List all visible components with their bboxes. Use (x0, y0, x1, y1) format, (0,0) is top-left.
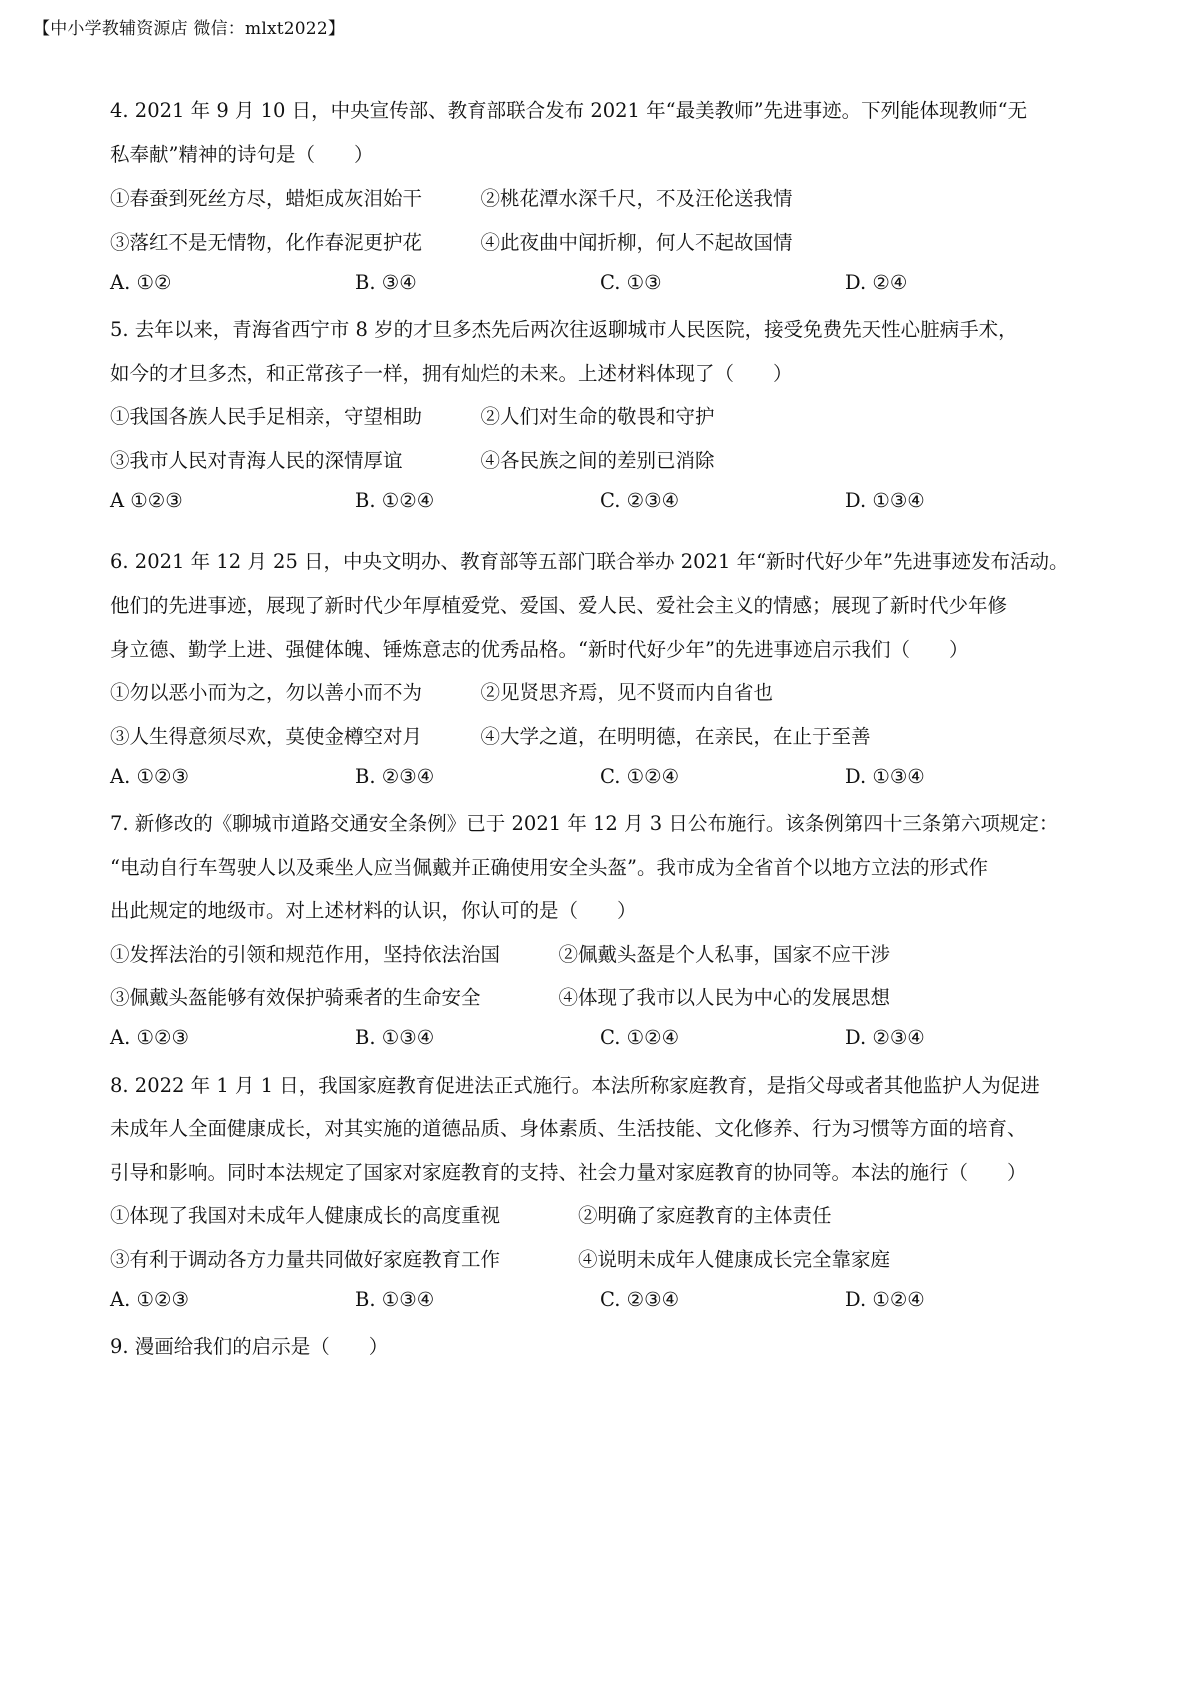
q8-option-a: A. ①②③ (110, 1288, 189, 1311)
q8-statements-line-1: ①体现了我国对未成年人健康成长的高度重视 ②明确了家庭教育的主体责任 (110, 1204, 832, 1227)
q6-statements-line-2: ③人生得意须尽欢，莫使金樽空对月 ④大学之道，在明明德，在亲民，在止于至善 (110, 725, 871, 748)
q6-stem-line-1: 6. 2021 年 12 月 25 日，中央文明办、教育部等五部门联合举办 2021 年“新时代好少年”先进事迹发布活动。 (110, 550, 1069, 573)
q7-stem-line-2: “电动自行车驾驶人以及乘坐人应当佩戴并正确使用安全头盔”。我市成为全省首个以地方立法的形式作 (110, 856, 988, 879)
q8-stem-line-3: 引导和影响。同时本法规定了国家对家庭教育的支持、社会力量对家庭教育的协同等。本法的施行（ ） (110, 1161, 1027, 1184)
q9-stem-line-1: 9. 漫画给我们的启示是（ ） (110, 1335, 389, 1358)
q6-statements-line-1: ①勿以恶小而为之，勿以善小而不为 ②见贤思齐焉，见不贤而内自省也 (110, 681, 774, 704)
q5-stem-line-2: 如今的才旦多杰，和正常孩子一样，拥有灿烂的未来。上述材料体现了（ ） (110, 362, 793, 385)
q4-option-c: C. ①③ (600, 271, 662, 294)
q8-stem-line-1: 8. 2022 年 1 月 1 日，我国家庭教育促进法正式施行。本法所称家庭教育，是指父母或者其他监护人为促进 (110, 1074, 1040, 1097)
q7-option-d: D. ②③④ (845, 1026, 925, 1049)
q7-statements-line-1: ①发挥法治的引领和规范作用，坚持依法治国 ②佩戴头盔是个人私事，国家不应干涉 (110, 943, 891, 966)
q8-option-c: C. ②③④ (600, 1288, 680, 1311)
q4-statements-line-2: ③落红不是无情物，化作春泥更护花 ④此夜曲中闻折柳，何人不起故国情 (110, 231, 793, 254)
q5-option-c: C. ②③④ (600, 489, 680, 512)
q7-statements-line-2: ③佩戴头盔能够有效保护骑乘者的生命安全 ④体现了我市以人民为中心的发展思想 (110, 986, 891, 1009)
q5-statements-line-1: ①我国各族人民手足相亲，守望相助 ②人们对生命的敬畏和守护 (110, 405, 715, 428)
q6-option-c: C. ①②④ (600, 765, 680, 788)
q7-option-a: A. ①②③ (110, 1026, 189, 1049)
q8-option-b: B. ①③④ (355, 1288, 435, 1311)
q8-options (110, 1288, 1170, 1312)
q4-stem-line-2: 私奉献”精神的诗句是（ ） (110, 143, 374, 166)
q8-stem-line-2: 未成年人全面健康成长，对其实施的道德品质、身体素质、生活技能、文化修养、行为习惯等方面的培育、 (110, 1117, 1027, 1140)
q7-stem-line-3: 出此规定的地级市。对上述材料的认识，你认可的是（ ） (110, 899, 637, 922)
q6-stem-line-3: 身立德、勤学上进、强健体魄、锤炼意志的优秀品格。“新时代好少年”的先进事迹启示我们（ ） (110, 638, 969, 661)
q7-options (110, 1026, 1170, 1050)
q5-stem-line-1: 5. 去年以来，青海省西宁市 8 岁的才旦多杰先后两次往返聊城市人民医院，接受免费先天性心脏病手术， (110, 318, 1018, 341)
q4-stem-line-1: 4. 2021 年 9 月 10 日，中央宣传部、教育部联合发布 2021 年“最美教师”先进事迹。下列能体现教师“无 (110, 99, 1028, 122)
q6-stem-line-2: 他们的先进事迹，展现了新时代少年厚植爱党、爱国、爱人民、爱社会主义的情感；展现了新时代少年修 (110, 594, 1008, 617)
q5-options (110, 489, 1170, 513)
q5-option-d: D. ①③④ (845, 489, 925, 512)
q7-stem-line-1: 7. 新修改的《聊城市道路交通安全条例》已于 2021 年 12 月 3 日公布施行。该条例第四十三条第六项规定： (110, 812, 1059, 835)
q5-option-b: B. ①②④ (355, 489, 435, 512)
q4-options (110, 271, 1170, 295)
q5-statements-line-2: ③我市人民对青海人民的深情厚谊 ④各民族之间的差别已消除 (110, 449, 715, 472)
header-note: 【中小学教辅资源店 微信：mlxt2022】 (33, 19, 346, 39)
q6-options (110, 765, 1170, 789)
q7-option-b: B. ①③④ (355, 1026, 435, 1049)
q4-option-d: D. ②④ (845, 271, 908, 294)
q8-statements-line-2: ③有利于调动各方力量共同做好家庭教育工作 ④说明未成年人健康成长完全靠家庭 (110, 1248, 891, 1271)
q8-option-d: D. ①②④ (845, 1288, 925, 1311)
q6-option-b: B. ②③④ (355, 765, 435, 788)
q4-statements-line-1: ①春蚕到死丝方尽，蜡炬成灰泪始干 ②桃花潭水深千尺，不及汪伦送我情 (110, 187, 793, 210)
q4-option-b: B. ③④ (355, 271, 417, 294)
q6-option-d: D. ①③④ (845, 765, 925, 788)
q5-option-a: A ①②③ (110, 489, 183, 512)
q4-option-a: A. ①② (110, 271, 172, 294)
q6-option-a: A. ①②③ (110, 765, 189, 788)
q7-option-c: C. ①②④ (600, 1026, 680, 1049)
